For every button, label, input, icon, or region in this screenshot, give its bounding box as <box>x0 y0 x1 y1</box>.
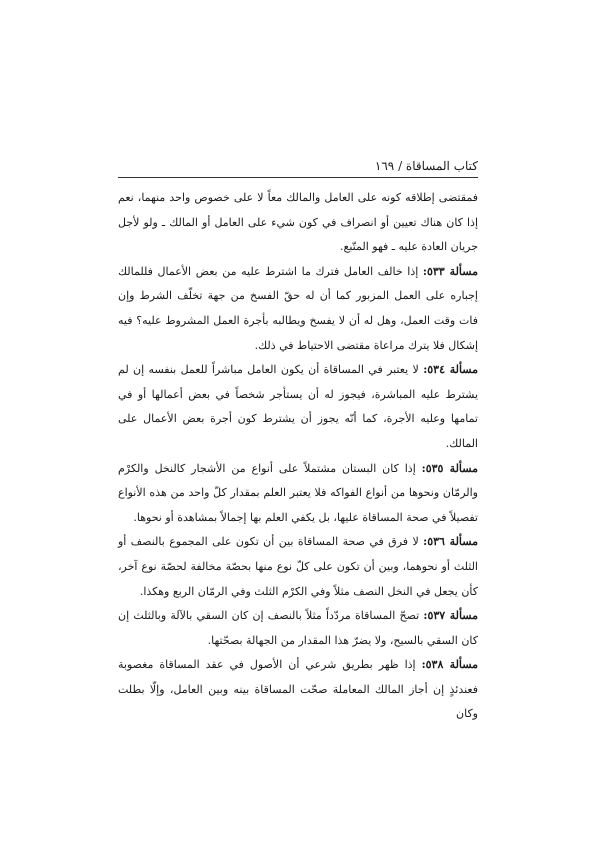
paragraph-issue-538 <box>118 653 478 727</box>
header-title: كتاب المساقاة / ١٦٩ <box>374 159 478 173</box>
paragraph-0 <box>118 186 478 260</box>
issue-label: مسألة ٥٣٤: <box>423 363 479 377</box>
paragraph-text: إذا خالف العامل فترك ما اشترط عليه من بعض الأعمال فللمالك إجباره على العمل المزبور كما أن له حقّ الفسخ من جهة تخلّف الشرط وإن فات وقت العمل، وهل له أن لا يفسخ ويطالبه بأجرة العمل المشروط عليه؟ فيه إشكال فلا يترك مراعاة مقتضى الاحتياط في ذلك. <box>118 264 478 352</box>
paragraph-text: فمقتضى إطلاقه كونه على العامل والمالك معاً لا على خصوص واحد منهما، نعم إذا كان هناك تعيين أو انصراف في كون شيء على العامل أو المالك ـ ولو لأجل جريان العادة عليه ـ فهو المتّبع. <box>118 191 478 254</box>
issue-label: مسألة ٥٣٥: <box>421 461 478 475</box>
paragraph-text: تصحّ المساقاة مردّداً مثلاً بالنصف إن كان السقي بالآلة وبالثلث إن كان السقي بالسيح، ولا يضرّ هذا المقدار من الجهالة بصحّتها. <box>118 609 478 647</box>
paragraph-text: إذا ظهر بطريق شرعي أن الأصول في عقد المساقاة مغصوبة فعندئذٍ إن أجاز المالك المعاملة صحّت المساقاة بينه وبين العامل، وإلّا بطلت وكان <box>118 658 478 721</box>
paragraph-issue-534 <box>118 358 478 456</box>
paragraph-issue-535 <box>118 457 478 531</box>
paragraph-text: لا فرق في صحة المساقاة بين أن تكون على المجموع بالنصف أو الثلث أو نحوهما، وبين أن تكون على كلّ نوع منها بحصّة مخالفة لحصّة نوع آخر، كأن يجعل في النخل النصف مثلاً وفي الكرْم الثلث وفي الرمّان الربع وهكذا. <box>118 535 478 598</box>
running-header <box>118 158 478 174</box>
issue-label: مسألة ٥٣٨: <box>421 658 478 672</box>
page-body <box>118 186 478 727</box>
issue-label: مسألة ٥٣٦: <box>423 535 478 549</box>
paragraph-issue-536 <box>118 530 478 604</box>
paragraph-text: إذا كان البستان مشتملاً على أنواع من الأشجار كالنخل والكرْم والرمّان ونحوها من أنواع الفواكه فلا يعتبر العلم بمقدار كلّ واحد من هذه الأنواع تفصيلاً في صحة المساقاة عليها، بل يكفي العلم بها إجمالاً بمشاهدة أو نحوها. <box>118 461 478 524</box>
header-divider <box>118 177 478 178</box>
paragraph-issue-537 <box>118 604 478 653</box>
issue-label: مسألة ٥٣٧: <box>423 609 479 623</box>
paragraph-issue-533 <box>118 260 478 358</box>
issue-label: مسألة ٥٣٣: <box>422 264 478 278</box>
paragraph-text: لا يعتبر في المساقاة أن يكون العامل مباشراً للعمل بنفسه إن لم يشترط عليه المباشرة، فيجوز له أن يستأجر شخصاً في بعض أعمالها أو في تمامها وعليه الأجرة، كما أنّه يجوز أن يشترط كون أجرة بعض الأعمال على المالك. <box>118 363 478 450</box>
